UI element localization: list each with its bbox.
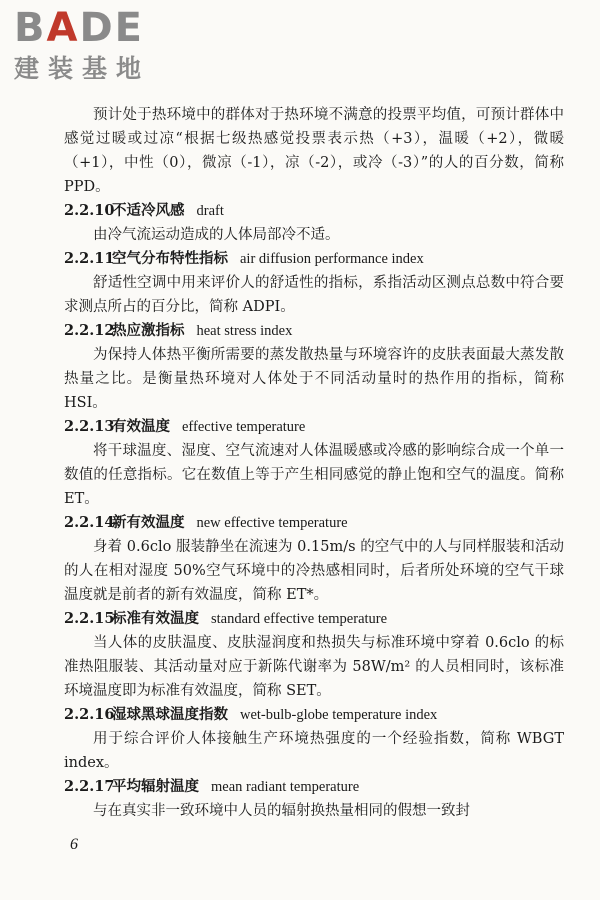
clause-heading — [64, 607, 564, 631]
clause-heading — [64, 511, 564, 535]
term-chinese: 热应激指标 — [112, 322, 185, 339]
clause-definition: 将干球温度、湿度、空气流速对人体温暖感或冷感的影响综合成一个单一数值的任意指标。它在数值上等于产生相同感觉的静止饱和空气的温度。简称 ET。 — [64, 443, 564, 507]
clause-definition: 当人体的皮肤温度、皮肤湿润度和热损失与标准环境中穿着 0.6clo 的标准热阻服装、其活动量对应于新陈代谢率为 58W/m² 的人员相同时，该标准环境温度即为标准有效温度，简称 SET。 — [64, 635, 564, 699]
clause-number: 2.2.17 — [64, 778, 115, 795]
term-english: new effective temperature — [196, 515, 348, 531]
logo-wordmark: BADE — [14, 5, 144, 51]
term-english: mean radiant temperature — [211, 779, 360, 795]
term-chinese: 湿球黑球温度指数 — [112, 706, 228, 723]
term-english: wet-bulb-globe temperature index — [240, 707, 438, 723]
clause-number: 2.2.11 — [64, 250, 115, 267]
bade-logo — [14, 5, 151, 84]
clause-definition: 舒适性空调中用来评价人的舒适性的指标，系指活动区测点总数中符合要求测点所占的百分比，简称 ADPI。 — [64, 275, 564, 315]
clause-heading — [64, 703, 564, 727]
term-chinese: 空气分布特性指标 — [112, 250, 228, 267]
logo-subtitle: 建装基地 — [14, 54, 151, 83]
definition-list — [64, 199, 564, 823]
clause-definition: 用于综合评价人体接触生产环境热强度的一个经验指数，简称 WBGT index。 — [64, 731, 564, 771]
document-body — [64, 103, 564, 823]
page-number: 6 — [70, 836, 78, 853]
clause-heading — [64, 775, 564, 799]
term-chinese: 有效温度 — [112, 418, 170, 435]
clause-number: 2.2.15 — [64, 610, 115, 627]
term-chinese: 不适冷风感 — [112, 202, 185, 219]
term-english: heat stress index — [196, 323, 293, 339]
intro-paragraph: 预计处于热环境中的群体对于热环境不满意的投票平均值，可预计群体中感觉过暖或过凉“根据七级热感觉投票表示热（+3），温暖（+2），微暖（+1），中性（0），微凉（-1），凉（-2），或冷（-3）”的人的百分数，简称 PPD。 — [64, 107, 564, 195]
clause-heading — [64, 199, 564, 223]
term-english: draft — [196, 203, 224, 219]
term-english: effective temperature — [182, 419, 306, 435]
term-english: air diffusion performance index — [240, 251, 424, 267]
clause-number: 2.2.13 — [64, 418, 115, 435]
term-chinese: 平均辐射温度 — [112, 778, 199, 795]
clause-heading — [64, 415, 564, 439]
clause-definition: 身着 0.6clo 服装静坐在流速为 0.15m/s 的空气中的人与同样服装和活动的人在相对湿度 50%空气环境中的冷热感相同时，后者所处环境的空气干球温度就是前者的新有效温度，简称 ET*。 — [64, 539, 564, 603]
clause-number: 2.2.14 — [64, 514, 115, 531]
clause-number: 2.2.12 — [64, 322, 115, 339]
term-chinese: 新有效温度 — [112, 514, 185, 531]
clause-definition: 由冷气流运动造成的人体局部冷不适。 — [93, 227, 340, 243]
clause-definition: 与在真实非一致环境中人员的辐射换热量相同的假想一致封 — [93, 803, 470, 819]
clause-heading — [64, 247, 564, 271]
clause-number: 2.2.16 — [64, 706, 115, 723]
clause-definition: 为保持人体热平衡所需要的蒸发散热量与环境容许的皮肤表面最大蒸发散热量之比。是衡量热环境对人体处于不同活动量时的热作用的指标，简称 HSI。 — [64, 347, 564, 411]
clause-heading — [64, 319, 564, 343]
term-english: standard effective temperature — [211, 611, 388, 627]
term-chinese: 标准有效温度 — [112, 610, 199, 627]
clause-number: 2.2.10 — [64, 202, 115, 219]
